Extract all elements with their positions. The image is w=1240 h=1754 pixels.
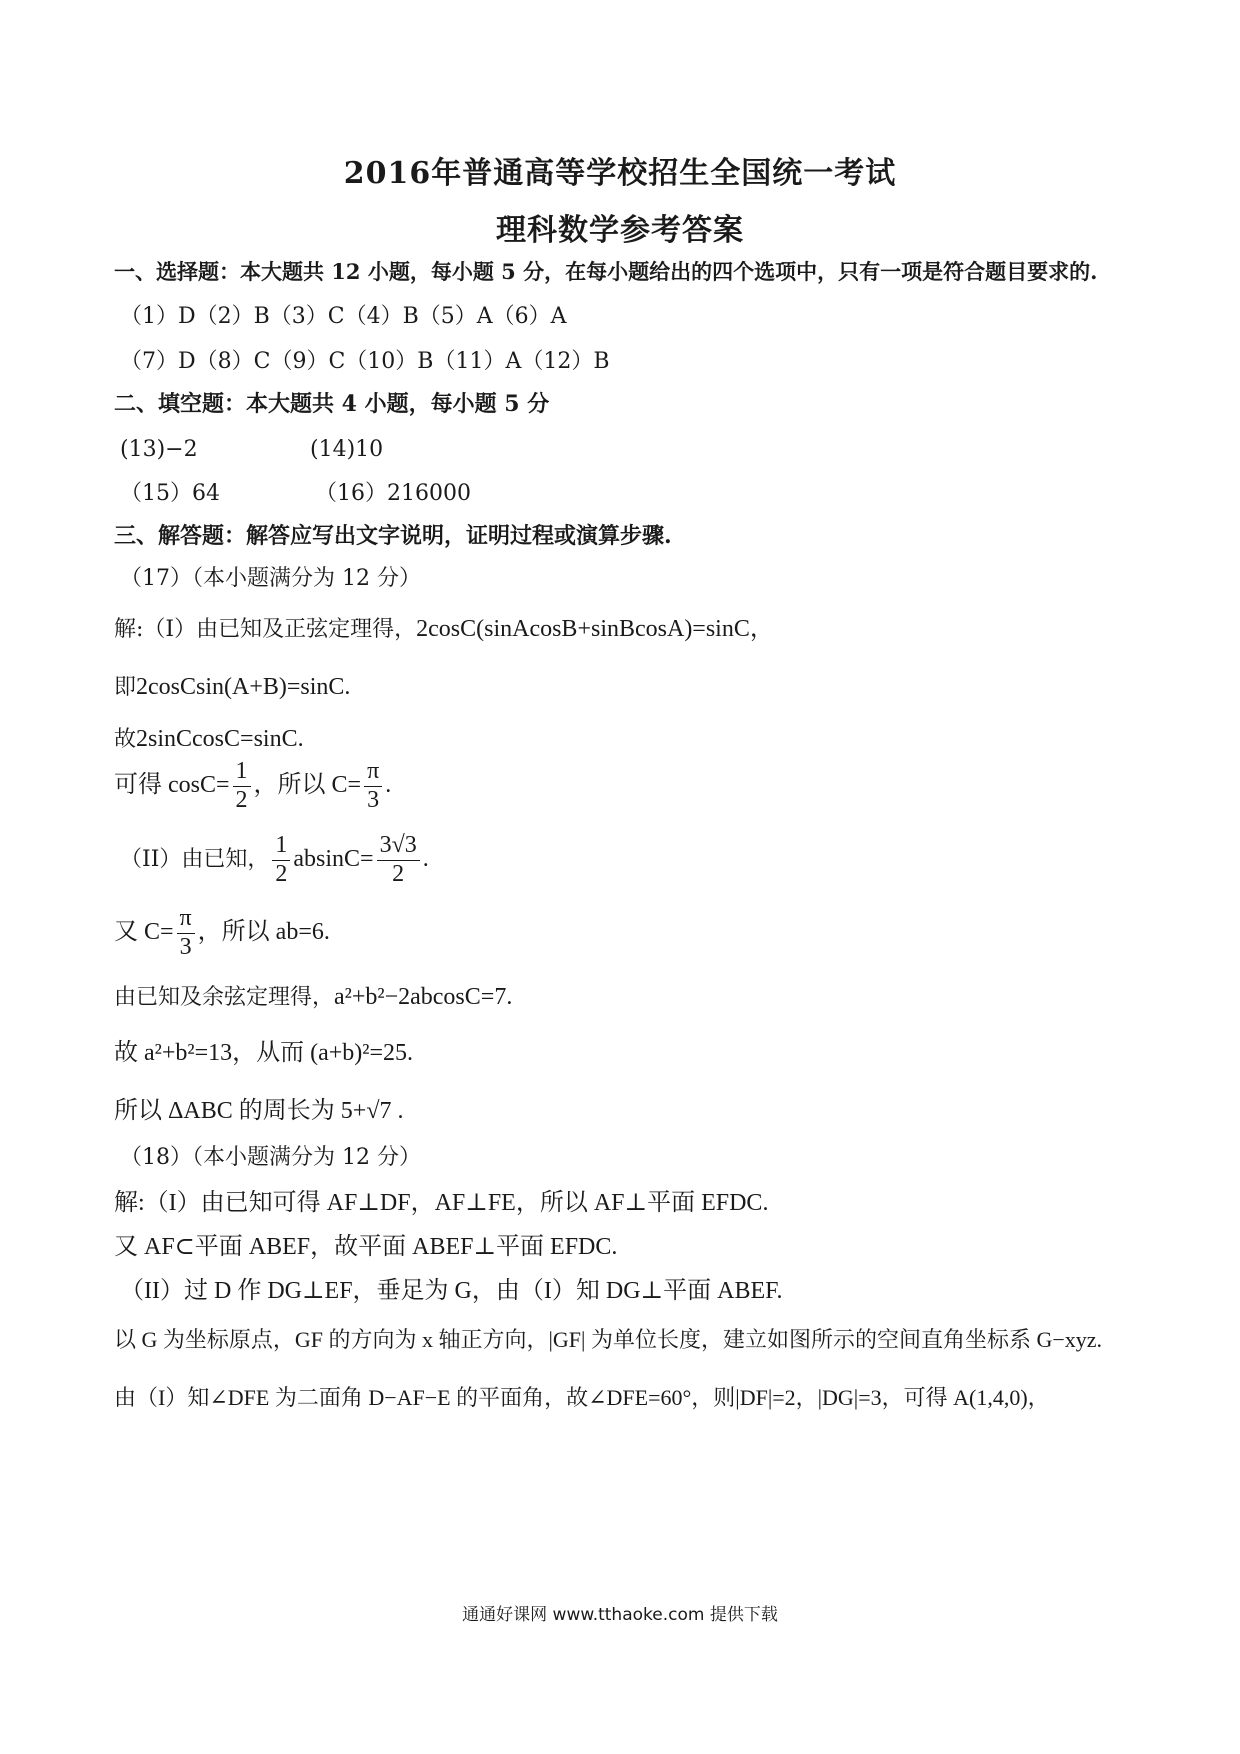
q17-line7-text: 由已知及余弦定理得， (114, 985, 335, 1010)
q17-line3-text: 故 (114, 727, 137, 752)
q17-line4 (114, 758, 391, 814)
q17-line2 (114, 672, 350, 703)
q17-line7-math: a²+b²−2abcosC=7. (334, 984, 513, 1010)
fraction-denominator: 2 (235, 786, 248, 813)
q17-line8: 故 a²+b²=13，从而 (a+b)²=25. (114, 1040, 414, 1066)
q18-line4: 以 G 为坐标原点，GF 的方向为 x 轴正方向，|GF| 为单位长度，建立如图所示的空间直角坐标系 G−xyz. (114, 1327, 1103, 1352)
fill-answer-13: (13)−2 (120, 437, 198, 462)
section2-heading: 二、填空题：本大题共 4 小题，每小题 5 分 (114, 391, 550, 417)
fraction-denominator: 2 (275, 860, 288, 887)
q17-line1-math: 2cosC(sinAcosB+sinBcosA)=sinC， (416, 616, 774, 642)
q17-line5-part-b: absinC= (293, 846, 374, 873)
q17-line9: 所以 ΔABC 的周长为 5+√7 . (114, 1098, 404, 1124)
q17-line4-fraction-1 (233, 758, 251, 814)
page-subtitle: 理科数学参考答案 (496, 213, 744, 248)
fraction-numerator: 1 (272, 832, 290, 861)
q17-line5-fraction-2 (377, 832, 420, 888)
q17-line4-part-a: 可得 cosC= (114, 772, 230, 799)
q18-header: （18）（本小题满分为 12 分） (120, 1145, 421, 1170)
fill-answer-14: (14)10 (310, 437, 384, 462)
q18-line5: 由（I）知∠DFE 为二面角 D−AF−E 的平面角，故∠DFE=60°，则|DF|=2，|DG|=3，可得 A(1,4,0)， (114, 1385, 1050, 1410)
fraction-denominator: 3 (179, 933, 192, 960)
q17-line1-text: 解:（I）由已知及正弦定理得， (114, 617, 417, 642)
q17-line7 (114, 982, 512, 1013)
page-footer: 通通好课网 www.tthaoke.com 提供下载 (462, 1605, 778, 1625)
section1-heading: 一、选择题：本大题共 12 小题，每小题 5 分，在每小题给出的四个选项中，只有一项是符合题目要求的. (114, 259, 1098, 284)
q18-line1: 解:（I）由已知可得 AF⊥DF，AF⊥FE，所以 AF⊥平面 EFDC. (114, 1190, 769, 1216)
section3-heading: 三、解答题：解答应写出文字说明，证明过程或演算步骤. (114, 523, 672, 549)
choice-answers-row2: （7）D（8）C（9）C（10）B（11）A（12）B (120, 349, 610, 374)
fill-answer-15: （15）64 (120, 481, 220, 506)
q17-header: （17）（本小题满分为 12 分） (120, 566, 421, 591)
q17-line5-fraction-1 (272, 832, 290, 888)
q17-line6-part-a: 又 C= (114, 919, 174, 946)
q17-line5 (120, 832, 429, 888)
q17-line3-math: 2sinCcosC=sinC. (136, 726, 304, 752)
q17-line6-part-b: ，所以 ab=6. (197, 919, 330, 946)
fraction-numerator: π (177, 905, 195, 934)
fraction-numerator: π (364, 758, 382, 787)
q17-line2-text: 即 (114, 675, 137, 700)
q17-line6-fraction (177, 905, 195, 961)
page-title: 2016年普通高等学校招生全国统一考试 (343, 156, 897, 191)
q17-line1 (114, 614, 774, 645)
fraction-denominator: 2 (392, 860, 405, 887)
fraction-numerator: 3√3 (377, 832, 420, 861)
q17-line4-part-c: . (385, 772, 392, 799)
choice-answers-row1: （1）D（2）B（3）C（4）B（5）A（6）A (120, 304, 567, 329)
fraction-numerator: 1 (233, 758, 251, 787)
q18-line3: （II）过 D 作 DG⊥EF，垂足为 G，由（I）知 DG⊥平面 ABEF. (120, 1278, 783, 1304)
q18-line2: 又 AF⊂平面 ABEF，故平面 ABEF⊥平面 EFDC. (114, 1234, 618, 1260)
fraction-denominator: 3 (367, 786, 380, 813)
q17-line4-part-b: ，所以 C= (253, 772, 362, 799)
fill-answer-16: （16）216000 (315, 481, 471, 506)
q17-line5-part-a: （II）由已知， (120, 847, 270, 873)
q17-line3 (114, 724, 304, 755)
q17-line5-part-c: . (422, 846, 429, 873)
q17-line6 (114, 905, 330, 961)
q17-line4-fraction-2 (364, 758, 382, 814)
q17-line2-math: 2cosCsin(A+B)=sinC. (136, 674, 351, 700)
